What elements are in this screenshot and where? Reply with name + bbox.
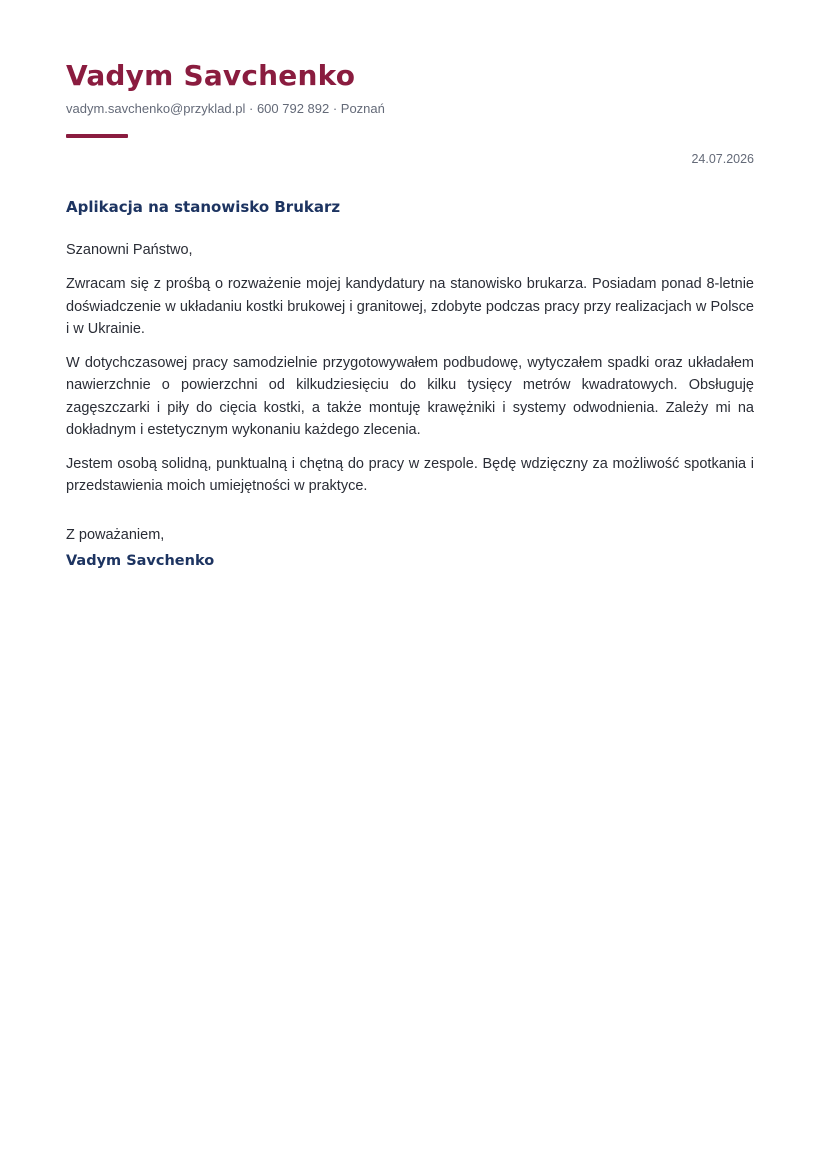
salutation: Szanowni Państwo,	[66, 242, 193, 258]
letter-date: 24.07.2026	[691, 152, 754, 166]
closing-phrase: Z poważaniem,	[66, 526, 165, 543]
letter-subject: Aplikacja na stanowisko Brukarz	[66, 198, 341, 216]
body-paragraph-3: Jestem osobą solidną, punktualną i chętną do pracy w zespole. Będę wdzięczny za możliwość spotkania i przedstawienia moich umiejętności w praktyce.	[66, 455, 754, 494]
accent-divider	[66, 134, 128, 138]
body-paragraph-2: W dotychczasowej pracy samodzielnie przygotowywałem podbudowę, wytyczałem spadki oraz układałem nawierzchnie o powierzchni od kilkudziesięciu do kilku tysięcy metrów kwadratowych. Obsługuję zagęszczarki i piły do cięcia kostki, a także montuję krawężniki i systemy odwodnienia. Zależy mi na dokładnym i estetycznym wykonaniu każdego zlecenia.	[66, 354, 754, 438]
body-paragraph-1: Zwracam się z prośbą o rozważenie mojej kandydatury na stanowisko brukarza. Posiadam ponad 8-letnie doświadczenie w układaniu kostki brukowej i granitowej, zdobyte podczas pracy przy realizacjach w Polsce i w Ukrainie.	[66, 276, 754, 337]
applicant-name: Vadym Savchenko	[66, 59, 356, 92]
contact-line: vadym.savchenko@przyklad.pl · 600 792 892 · Poznań	[66, 101, 385, 116]
signature-name: Vadym Savchenko	[66, 552, 215, 569]
